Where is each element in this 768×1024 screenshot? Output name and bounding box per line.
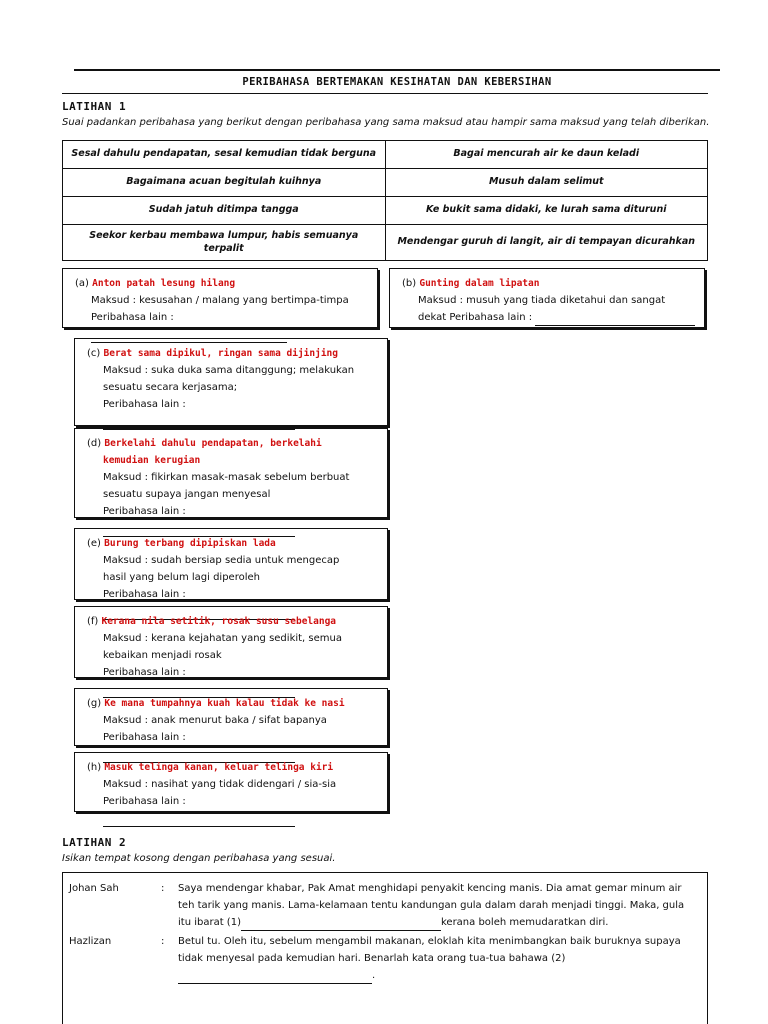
dialog-line: tidak menyesal pada kemudian hari. Benarlah kata orang tua-tua bahawa (2) [178,953,566,964]
other-proverb-label: Peribahasa lain : [103,589,186,600]
dialog-line: teh tarik yang manis. Lama-kelamaan tentu kandungan gula dalam darah menjadi tinggi. Maka, gula [178,900,685,911]
latihan2-instruction: Isikan tempat kosong dengan peribahasa yang sesuai. [62,853,336,864]
item-d-box [74,428,388,518]
table-cell: Musuh dalam selimut [385,169,708,197]
other-proverb-label: Peribahasa lain : [103,506,186,517]
item-proverb: Berkelahi dahulu pendapatan, berkelahi [104,438,322,449]
table-cell: Mendengar guruh di langit, air di tempayan dicurahkan [385,225,708,261]
dialog-line: itu ibarat (1) [178,917,241,928]
answer-blank-1[interactable] [241,918,441,931]
answer-blank[interactable] [535,313,695,326]
table-cell: Bagaimana acuan begitulah kuihnya [63,169,386,197]
dialog-line: Saya mendengar khabar, Pak Amat menghidapi penyakit kencing manis. Dia amat gemar minum air [178,883,682,894]
item-label: (c) [87,348,101,359]
item-label: (g) [87,698,102,709]
title-underline [62,93,708,94]
answer-blank[interactable] [103,814,295,827]
item-meaning: Maksud : sudah bersiap sedia untuk mengecap [103,555,340,566]
item-proverb: Masuk telinga kanan, keluar telinga kiri [104,762,334,773]
table-cell: Seekor kerbau membawa lumpur, habis semuanya terpalit [63,225,386,261]
item-meaning: Maksud : kerana kejahatan yang sedikit, semua [103,633,342,644]
latihan1-instruction: Suai padankan peribahasa yang berikut dengan peribahasa yang sama maksud atau hampir sama maksud yang telah diberikan. [62,117,710,128]
top-rule [74,69,720,71]
item-meaning-cont: dekat [418,312,447,323]
speaker-name: Johan Sah [69,883,119,894]
item-proverb: Berat sama dipikul, ringan sama dijinjing [103,348,338,359]
item-label: (e) [87,538,101,549]
item-proverb: Gunting dalam lipatan [419,278,540,289]
item-g-box [74,688,388,746]
item-meaning-cont: sesuatu secara kerjasama; [103,382,238,393]
dialog-line-end: . [372,970,376,981]
other-proverb-label: Peribahasa lain : [449,312,533,323]
item-h-box [74,752,388,812]
item-proverb: Anton patah lesung hilang [92,278,236,289]
item-e-box [74,528,388,600]
item-a-box [62,268,378,328]
speaker-name: Hazlizan [69,936,112,947]
proverb-matching-table [62,140,708,261]
item-label: (b) [402,278,417,289]
item-c-box [74,338,388,426]
latihan1-heading: LATIHAN 1 [62,100,127,113]
other-proverb-label: Peribahasa lain : [103,399,186,410]
table-cell: Sesal dahulu pendapatan, sesal kemudian tidak berguna [63,141,386,169]
item-meaning-cont: hasil yang belum lagi diperoleh [103,572,260,583]
item-meaning: Maksud : kesusahan / malang yang bertimpa-timpa [91,295,349,306]
item-proverb-cont: kemudian kerugian [103,455,201,466]
item-meaning: Maksud : nasihat yang tidak didengari / sia-sia [103,779,337,790]
item-meaning: Maksud : anak menurut baka / sifat bapanya [103,715,327,726]
table-cell: Sudah jatuh ditimpa tangga [63,197,386,225]
item-meaning-cont: sesuatu supaya jangan menyesal [103,489,271,500]
item-label: (h) [87,762,102,773]
dialog-line-end: kerana boleh memudaratkan diri. [440,917,609,928]
dialog-line: Betul tu. Oleh itu, sebelum mengambil makanan, eloklah kita menimbangkan baik buruknya supaya [178,936,681,947]
item-meaning-cont: kebaikan menjadi rosak [103,650,222,661]
other-proverb-label: Peribahasa lain : [91,312,174,323]
other-proverb-label: Peribahasa lain : [103,667,186,678]
item-label: (a) [75,278,89,289]
item-proverb: Ke mana tumpahnya kuah kalau tidak ke nasi [104,698,345,709]
other-proverb-label: Peribahasa lain : [103,796,186,807]
dialog-box [62,872,708,1024]
item-f-box [74,606,388,678]
document-title: PERIBAHASA BERTEMAKAN KESIHATAN DAN KEBERSIHAN [242,76,552,88]
table-cell: Bagai mencurah air ke daun keladi [385,141,708,169]
item-b-box [389,268,705,328]
item-meaning: Maksud : musuh yang tiada diketahui dan sangat [418,295,666,306]
table-cell: Ke bukit sama didaki, ke lurah sama dituruni [385,197,708,225]
item-proverb: Burung terbang dipipiskan lada [104,538,276,549]
other-proverb-label: Peribahasa lain : [103,732,186,743]
item-meaning: Maksud : fikirkan masak-masak sebelum berbuat [103,472,350,483]
item-meaning: Maksud : suka duka sama ditanggung; melakukan [103,365,355,376]
speaker-colon: : [161,883,165,894]
answer-blank-2[interactable] [178,971,372,984]
item-proverb: Kerana nila setitik, rosak susu sebelanga [101,616,337,627]
item-label: (d) [87,438,102,449]
latihan2-heading: LATIHAN 2 [62,836,127,849]
item-label: (f) [87,616,99,627]
speaker-colon: : [161,936,165,947]
